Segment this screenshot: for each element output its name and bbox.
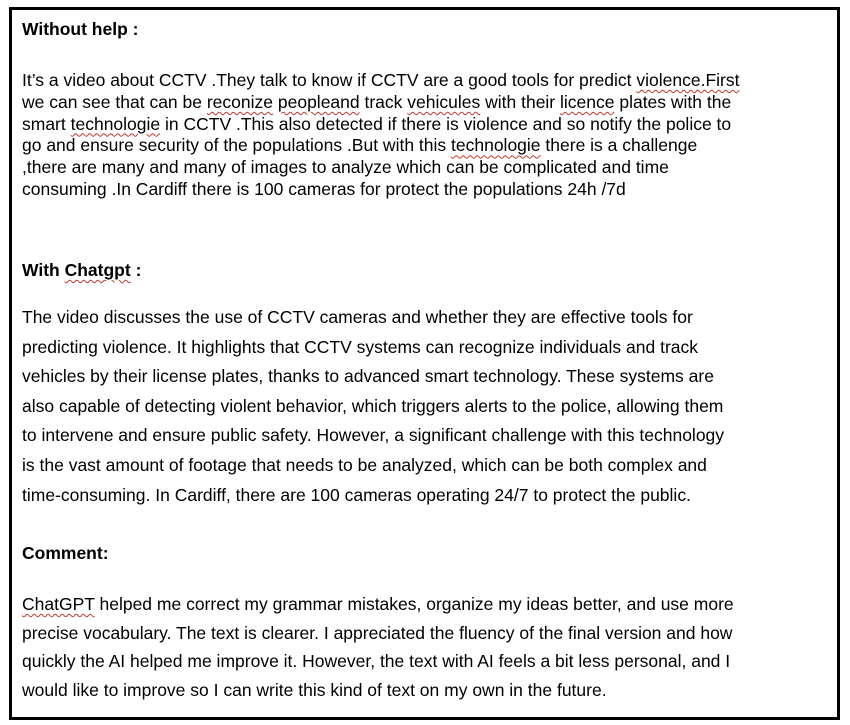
document-frame	[9, 7, 840, 720]
text-line: smart technologie in CCTV .This also detected if there is violence and so notify the police to	[22, 113, 732, 134]
text-line: we can see that can be reconize peopleand track vehicules with their licence plates with the	[22, 91, 732, 112]
text-line: It’s a video about CCTV .They talk to know if CCTV are a good tools for predict violence.First	[22, 70, 740, 90]
text-line: predicting violence. It highlights that CCTV systems can recognize individuals and track	[22, 336, 699, 357]
text-line: consuming .In Cardiff there is 100 cameras for protect the populations 24h /7d	[22, 178, 626, 199]
text-line: quickly the AI helped me improve it. However, the text with AI feels a bit less personal, and I	[22, 651, 731, 671]
text-line: time-consuming. In Cardiff, there are 100 cameras operating 24/7 to protect the public.	[22, 484, 691, 505]
spellcheck-flag: technologie	[70, 113, 161, 134]
section-heading-with-chatgpt: With Chatgpt :	[22, 260, 142, 280]
paragraph-with-chatgpt	[22, 303, 827, 510]
spellcheck-flag: peopleand	[277, 91, 360, 112]
spellcheck-flag: reconize	[206, 91, 273, 112]
text-line: precise vocabulary. The text is clearer. I appreciated the fluency of the final version and how	[22, 622, 733, 643]
text-line: The video discusses the use of CCTV cameras and whether they are effective tools for	[22, 307, 693, 327]
section-heading-without-help: Without help :	[22, 19, 139, 39]
spellcheck-flag: violence.First	[636, 70, 740, 90]
text-line: vehicles by their license plates, thanks to advanced smart technology. These systems are	[22, 366, 714, 387]
paragraph-without-help	[22, 70, 827, 201]
text-line: is the vast amount of footage that needs to be analyzed, which can be both complex and	[22, 454, 707, 475]
paragraph-comment	[22, 590, 827, 704]
text-line: go and ensure security of the populations .But with this technologie there is a challenge	[22, 135, 698, 156]
spellcheck-flag: ChatGPT	[22, 594, 95, 614]
spellcheck-flag: Chatgpt	[64, 260, 131, 280]
spellcheck-flag: vehicules	[407, 91, 481, 112]
text-line: ChatGPT helped me correct my grammar mistakes, organize my ideas better, and use more	[22, 594, 734, 614]
section-heading-comment: Comment:	[22, 543, 109, 563]
spellcheck-flag: licence	[560, 91, 615, 112]
text-line: would like to improve so I can write this kind of text on my own in the future.	[22, 679, 607, 700]
spellcheck-flag: technologie	[451, 135, 541, 156]
text-line: ,there are many and many of images to analyze which can be complicated and time	[22, 157, 669, 178]
text-line: also capable of detecting violent behavior, which triggers alerts to the police, allowing them	[22, 395, 724, 416]
text-line: to intervene and ensure public safety. However, a significant challenge with this technology	[22, 425, 725, 446]
